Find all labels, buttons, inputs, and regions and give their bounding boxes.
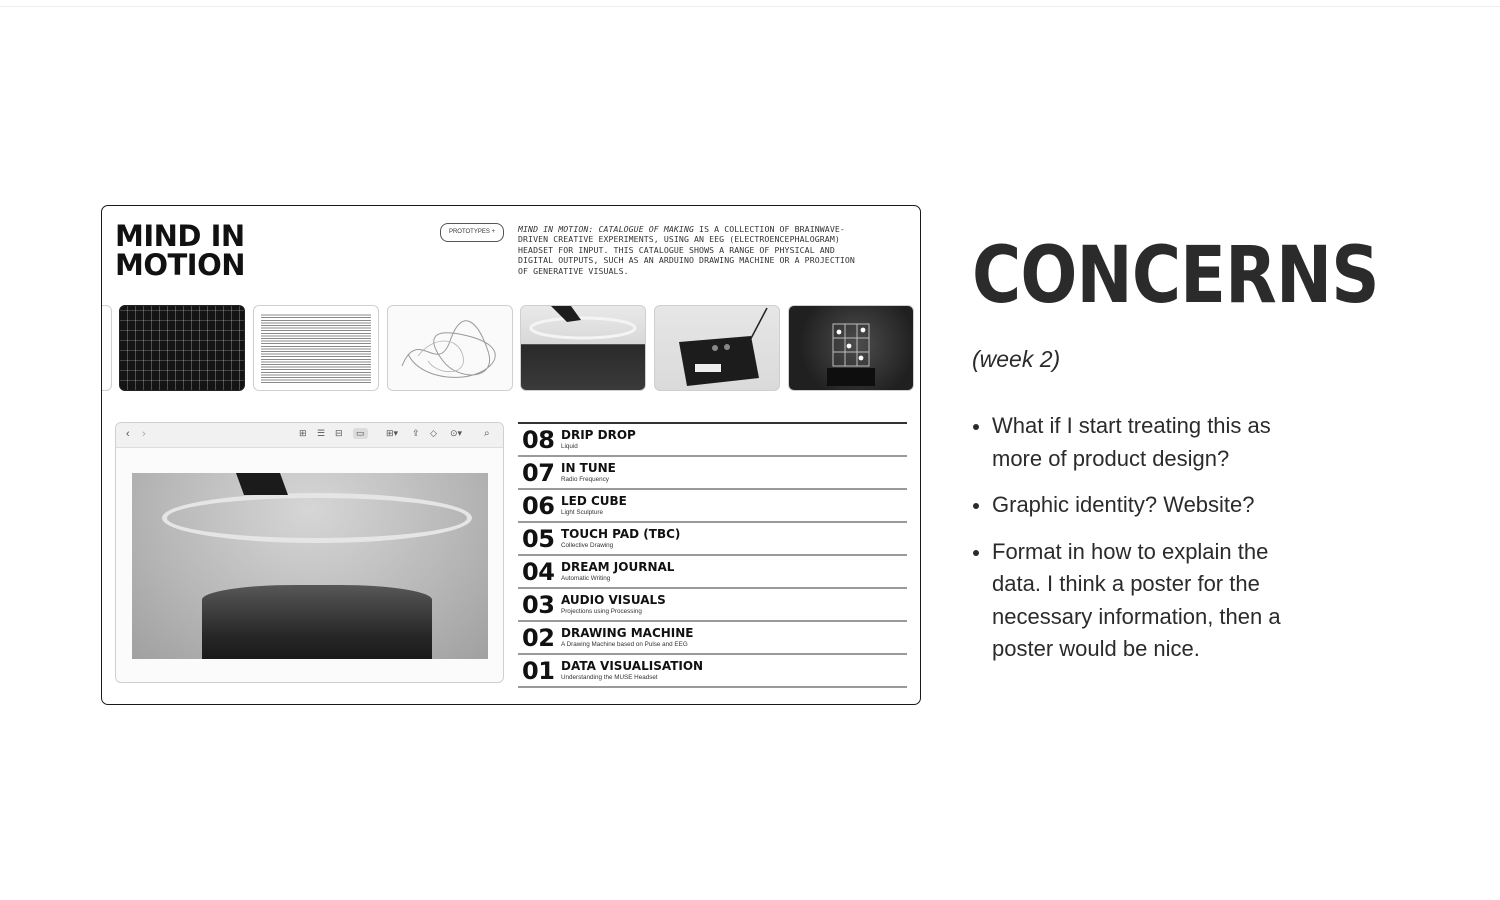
led-cube-sketch <box>789 306 913 390</box>
share-icon[interactable]: ⇪ <box>412 428 420 438</box>
intro-text <box>518 224 863 276</box>
action-icon[interactable]: ⊙▾ <box>450 428 463 438</box>
finder-toolbar <box>116 423 503 448</box>
bullet-item: Graphic identity? Website? <box>972 489 1312 522</box>
intro-title: MIND IN MOTION: CATALOGUE OF MAKING <box>518 224 695 234</box>
project-row[interactable] <box>518 556 907 589</box>
list-view-icon[interactable]: ☰ <box>317 428 326 438</box>
thumbnail-led-cube[interactable] <box>788 305 914 391</box>
thumbnail-drawing[interactable] <box>387 305 513 391</box>
catalogue-screenshot <box>101 205 921 705</box>
project-number: 02 <box>522 624 555 652</box>
project-number: 01 <box>522 657 555 685</box>
forward-button[interactable]: › <box>142 428 146 440</box>
prototypes-button[interactable]: PROTOTYPES + <box>440 223 504 242</box>
project-subtitle: Light Sculpture <box>561 509 604 516</box>
brand-line-1: MIND IN <box>115 219 245 253</box>
intro-body: IS A COLLECTION OF BRAINWAVE-DRIVEN CREATIVE EXPERIMENTS, USING AN EEG (ELECTROENCEPHALOGRAM) HEADSET FOR INPUT. THIS CATALOGUE SHOWS A RANGE OF PHYSICAL AND DIGITAL OUTPUTS, SUCH AS AN ARDUINO DRAWING MACHINE OR A PROJECTION OF GENERATIVE VISUALS. <box>518 224 855 276</box>
project-title: DRIP DROP <box>561 428 636 442</box>
thumbnail-partial[interactable] <box>101 305 112 391</box>
project-number: 05 <box>522 525 555 553</box>
project-row[interactable] <box>518 622 907 655</box>
project-number: 04 <box>522 558 555 586</box>
project-list <box>518 422 907 688</box>
bullet-item: What if I start treating this as more of product design? <box>972 410 1312 475</box>
tag-icon[interactable]: ◇ <box>430 428 437 438</box>
project-title: IN TUNE <box>561 461 616 475</box>
project-number: 06 <box>522 492 555 520</box>
bullet-item: Format in how to explain the data. I think a poster for the necessary information, then a poster would be nice. <box>972 536 1312 666</box>
project-row[interactable] <box>518 424 907 457</box>
project-title: LED CUBE <box>561 494 627 508</box>
thumbnail-strip <box>102 305 920 391</box>
top-divider <box>0 6 1500 7</box>
search-icon[interactable]: ⌕ <box>484 428 490 439</box>
back-button[interactable]: ‹ <box>126 428 130 440</box>
project-title: TOUCH PAD (TBC) <box>561 527 681 541</box>
project-subtitle: Automatic Writing <box>561 575 611 582</box>
column-view-icon[interactable]: ⊟ <box>335 428 343 438</box>
project-number: 08 <box>522 426 555 454</box>
thumbnail-eeg-visuals[interactable] <box>119 305 245 391</box>
thumbnail-drip-drop[interactable] <box>520 305 646 391</box>
project-number: 03 <box>522 591 555 619</box>
project-subtitle: Understanding the MUSE Headset <box>561 674 658 681</box>
project-title: DATA VISUALISATION <box>561 659 704 673</box>
scribble-drawing <box>388 306 512 390</box>
project-row[interactable] <box>518 490 907 523</box>
finder-window <box>115 422 504 683</box>
project-subtitle: A Drawing Machine based on Pulse and EEG <box>561 641 688 648</box>
project-number: 07 <box>522 459 555 487</box>
radio-box-sketch <box>655 306 779 390</box>
thumbnail-dream-journal[interactable] <box>253 305 379 391</box>
gallery-view-icon[interactable]: ▭ <box>353 428 368 439</box>
brand-line-2: MOTION <box>115 248 246 282</box>
group-icon[interactable]: ⊞▾ <box>386 428 399 438</box>
project-subtitle: Collective Drawing <box>561 542 614 549</box>
project-row[interactable] <box>518 589 907 622</box>
project-row[interactable] <box>518 655 907 688</box>
project-row[interactable] <box>518 457 907 490</box>
slide-title: CONCERNS <box>972 231 1379 321</box>
preview-image <box>132 473 488 659</box>
project-subtitle: Projections using Processing <box>561 608 642 615</box>
project-title: DREAM JOURNAL <box>561 560 675 574</box>
project-title: DRAWING MACHINE <box>561 626 694 640</box>
icon-view-icon[interactable]: ⊞ <box>299 428 307 438</box>
project-title: AUDIO VISUALS <box>561 593 666 607</box>
concerns-list <box>972 410 1312 680</box>
project-subtitle: Liquid <box>561 443 578 450</box>
slide-subtitle: (week 2) <box>972 346 1061 372</box>
cup-sketch <box>521 306 645 390</box>
project-row[interactable] <box>518 523 907 556</box>
brand-logo <box>115 219 275 282</box>
thumbnail-radio-box[interactable] <box>654 305 780 391</box>
project-subtitle: Radio Frequency <box>561 476 609 483</box>
